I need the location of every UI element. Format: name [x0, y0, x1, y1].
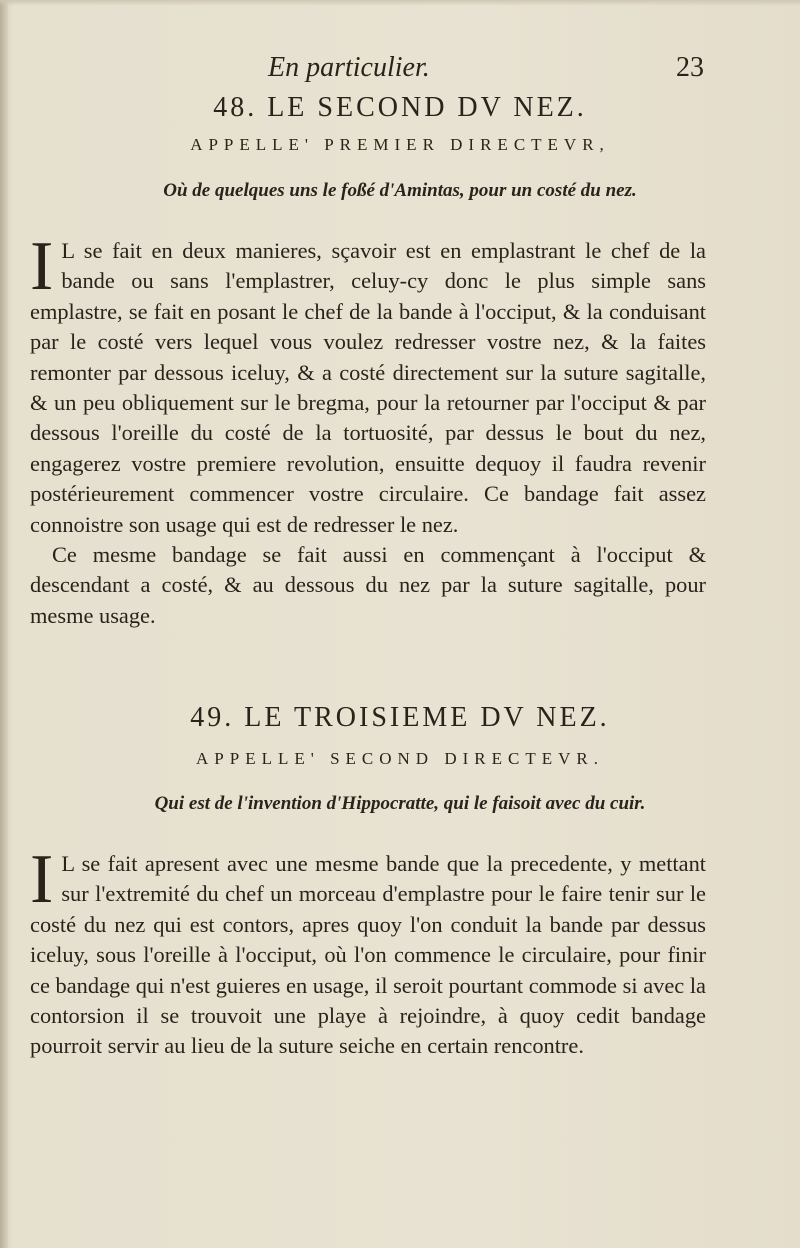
- running-head: [0, 52, 800, 88]
- section-49-note: Qui est de l'invention d'Hippocratte, qui le faisoit avec du cuir.: [154, 793, 646, 814]
- section-49-body: [30, 841, 706, 1062]
- page-number: 23: [676, 52, 704, 83]
- section-48-paragraph-1: L se fait en deux manieres, sçavoir est en emplastrant le chef de la bande ou sans l'emplastrer, celuy-cy donc le plus simple sans emplastre, se fait en posant le chef de la bande à l'occiput, & la conduisant par le costé vers lequel vous voulez redresser vostre nez, & la faites remonter par dessous iceluy, & a costé directement sur la suture sagitalle, & un peu obliquement sur le bregma, pour la retourner par l'occiput & par dessous l'oreille du costé de la tortuosité, par dessus le bout du nez, engagerez vostre premiere revolution, ensuitte dequoy il faudra revenir postérieurement commencer vostre circulaire. Ce bandage fait assez connoistre son usage qui est de redresser le nez.: [30, 238, 706, 537]
- section-48-subtitle: APPELLE' PREMIER DIRECTEVR,: [190, 135, 610, 154]
- section-49-dropcap: I: [30, 841, 54, 918]
- section-49-paragraph-1: L se fait apresent avec une mesme bande que la precedente, y mettant sur l'extremité du chef un morceau d'emplastre pour le faire tenir sur le costé du nez qui est contors, apres quoy l'on conduit la bande par dessus iceluy, sous l'oreille à l'occiput, où l'on commence le circulaire, pour finir ce bandage qui n'est guieres en usage, il seroit pourtant commode si avec la contorsion il se trouvoit une playe à rejoindre, à quoy cedit bandage pourroit servir au lieu de la suture seiche en certain rencontre.: [30, 851, 706, 1059]
- section-48-paragraph-2: Ce mesme bandage se fait aussi en commençant à l'occiput & descendant a costé, & au dessous du nez par la suture sagitalle, pour mesme usage.: [30, 542, 706, 628]
- section-48-title: 48. LE SECOND DV NEZ.: [213, 92, 587, 123]
- section-48-dropcap: I: [30, 228, 54, 305]
- section-48-body: [30, 228, 706, 631]
- page-top-shadow: [0, 0, 800, 6]
- section-48-note: Où de quelques uns le foßé d'Amintas, pour un costé du nez.: [163, 180, 637, 201]
- section-49-subtitle: APPELLE' SECOND DIRECTEVR.: [196, 749, 604, 768]
- section-49-title: 49. LE TROISIEME DV NEZ.: [190, 702, 610, 733]
- running-title: En particulier.: [268, 52, 430, 83]
